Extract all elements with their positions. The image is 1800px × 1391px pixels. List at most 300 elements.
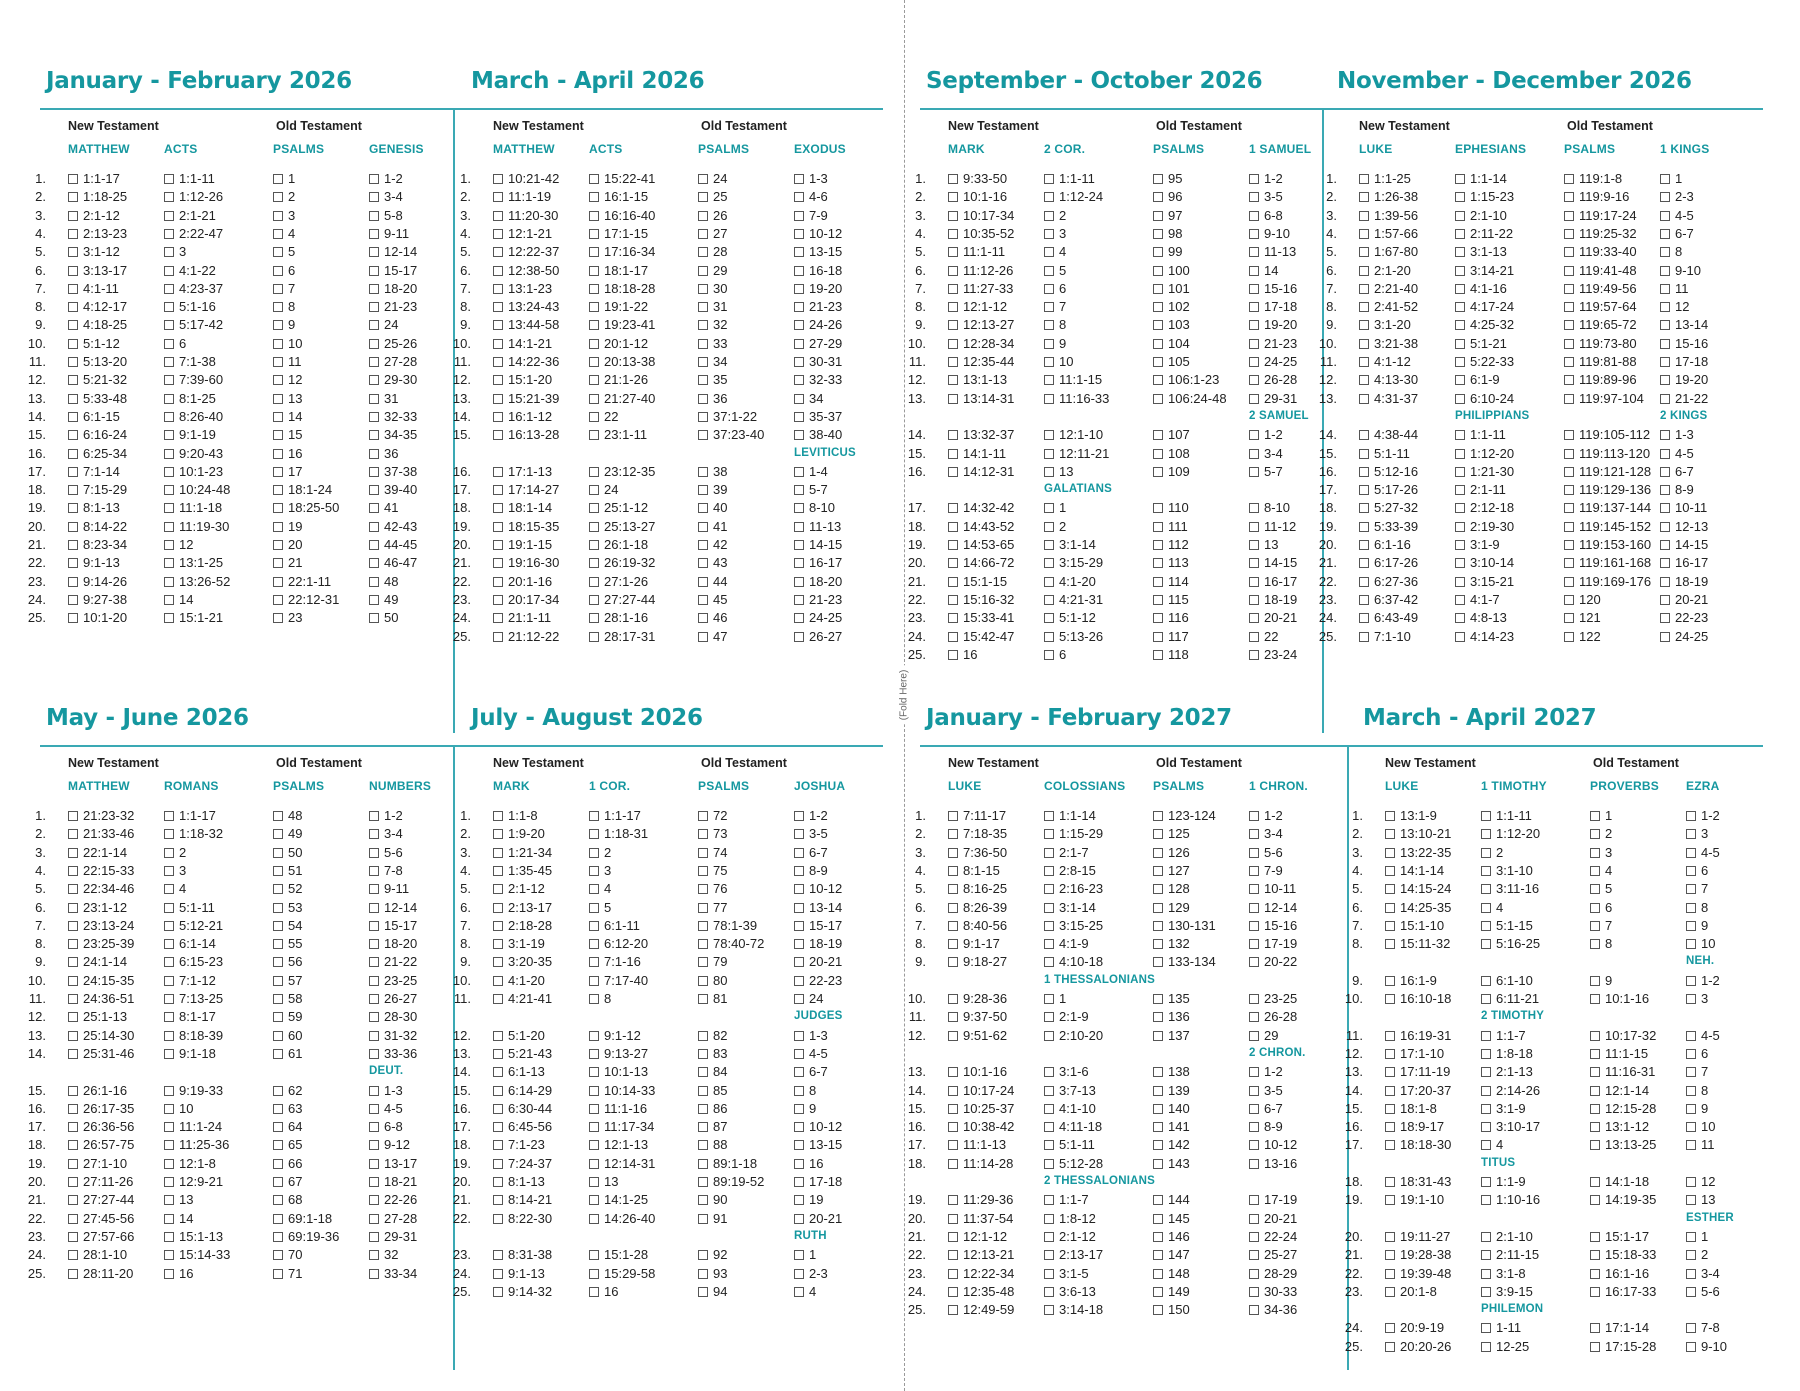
reading-item[interactable] (698, 189, 727, 205)
checkbox[interactable] (1660, 266, 1670, 276)
reading-item[interactable] (369, 171, 403, 187)
reading-item[interactable] (1590, 936, 1612, 952)
checkbox[interactable] (1455, 540, 1465, 550)
reading-item[interactable] (1044, 845, 1089, 861)
checkbox[interactable] (1660, 577, 1670, 587)
checkbox[interactable] (1044, 247, 1054, 257)
checkbox[interactable] (1153, 1232, 1163, 1242)
checkbox[interactable] (948, 375, 958, 385)
reading-item[interactable] (369, 954, 417, 970)
reading-item[interactable] (1564, 464, 1651, 480)
checkbox[interactable] (1153, 848, 1163, 858)
reading-item[interactable] (698, 1192, 727, 1208)
reading-item[interactable] (1153, 647, 1189, 663)
checkbox[interactable] (1044, 1214, 1054, 1224)
reading-item[interactable] (1249, 208, 1283, 224)
checkbox[interactable] (68, 848, 78, 858)
checkbox[interactable] (1590, 1049, 1600, 1059)
reading-item[interactable] (68, 826, 134, 842)
checkbox[interactable] (1153, 211, 1163, 221)
checkbox[interactable] (948, 994, 958, 1004)
reading-item[interactable] (68, 500, 120, 516)
reading-item[interactable] (948, 427, 1014, 443)
reading-item[interactable] (493, 1064, 545, 1080)
reading-item[interactable] (1686, 845, 1720, 861)
reading-item[interactable] (369, 226, 409, 242)
reading-item[interactable] (948, 845, 1007, 861)
checkbox[interactable] (1481, 976, 1491, 986)
reading-item[interactable] (1660, 574, 1708, 590)
reading-item[interactable] (273, 1028, 302, 1044)
reading-item[interactable] (369, 354, 417, 370)
reading-item[interactable] (1044, 354, 1073, 370)
reading-item[interactable] (698, 500, 727, 516)
checkbox[interactable] (1249, 430, 1259, 440)
reading-item[interactable] (273, 900, 302, 916)
checkbox[interactable] (1153, 1086, 1163, 1096)
reading-item[interactable] (1385, 845, 1451, 861)
checkbox[interactable] (68, 976, 78, 986)
checkbox[interactable] (273, 1031, 283, 1041)
checkbox[interactable] (1153, 558, 1163, 568)
reading-item[interactable] (68, 171, 120, 187)
checkbox[interactable] (948, 595, 958, 605)
checkbox[interactable] (164, 613, 174, 623)
reading-item[interactable] (794, 1247, 816, 1263)
checkbox[interactable] (1153, 522, 1163, 532)
reading-item[interactable] (948, 936, 1000, 952)
reading-item[interactable] (948, 354, 1014, 370)
checkbox[interactable] (493, 1250, 503, 1260)
reading-item[interactable] (68, 936, 134, 952)
reading-item[interactable] (794, 226, 842, 242)
checkbox[interactable] (794, 829, 804, 839)
reading-item[interactable] (589, 1174, 618, 1190)
checkbox[interactable] (794, 939, 804, 949)
checkbox[interactable] (1564, 632, 1574, 642)
reading-item[interactable] (948, 464, 1014, 480)
reading-item[interactable] (1455, 208, 1507, 224)
reading-item[interactable] (164, 1247, 230, 1263)
reading-item[interactable] (1044, 281, 1066, 297)
reading-item[interactable] (1249, 592, 1297, 608)
reading-item[interactable] (1359, 226, 1418, 242)
reading-item[interactable] (1359, 555, 1418, 571)
checkbox[interactable] (273, 1049, 283, 1059)
reading-item[interactable] (698, 226, 727, 242)
checkbox[interactable] (1590, 976, 1600, 986)
reading-item[interactable] (1153, 1064, 1190, 1080)
checkbox[interactable] (273, 884, 283, 894)
reading-item[interactable] (1686, 1192, 1715, 1208)
checkbox[interactable] (794, 957, 804, 967)
checkbox[interactable] (273, 1250, 283, 1260)
checkbox[interactable] (1385, 1250, 1395, 1260)
checkbox[interactable] (68, 320, 78, 330)
checkbox[interactable] (273, 1232, 283, 1242)
checkbox[interactable] (698, 412, 708, 422)
checkbox[interactable] (1249, 1104, 1259, 1114)
checkbox[interactable] (273, 829, 283, 839)
reading-item[interactable] (1153, 574, 1189, 590)
reading-item[interactable] (698, 372, 727, 388)
reading-item[interactable] (698, 336, 727, 352)
checkbox[interactable] (68, 339, 78, 349)
reading-item[interactable] (369, 464, 417, 480)
checkbox[interactable] (1564, 540, 1574, 550)
checkbox[interactable] (1590, 1195, 1600, 1205)
reading-item[interactable] (589, 1101, 647, 1117)
checkbox[interactable] (1249, 247, 1259, 257)
reading-item[interactable] (273, 1101, 302, 1117)
reading-item[interactable] (1385, 1192, 1444, 1208)
checkbox[interactable] (1564, 357, 1574, 367)
checkbox[interactable] (698, 1159, 708, 1169)
reading-item[interactable] (1044, 881, 1103, 897)
reading-item[interactable] (1153, 991, 1190, 1007)
reading-item[interactable] (1686, 1174, 1715, 1190)
reading-item[interactable] (794, 1119, 842, 1135)
checkbox[interactable] (948, 921, 958, 931)
reading-item[interactable] (589, 482, 618, 498)
checkbox[interactable] (164, 302, 174, 312)
checkbox[interactable] (68, 449, 78, 459)
reading-item[interactable] (794, 1266, 828, 1282)
checkbox[interactable] (1153, 1305, 1163, 1315)
reading-item[interactable] (1153, 1302, 1190, 1318)
reading-item[interactable] (794, 1083, 816, 1099)
checkbox[interactable] (948, 1195, 958, 1205)
reading-item[interactable] (273, 482, 332, 498)
reading-item[interactable] (698, 391, 727, 407)
checkbox[interactable] (493, 1214, 503, 1224)
reading-item[interactable] (273, 354, 302, 370)
checkbox[interactable] (164, 595, 174, 605)
checkbox[interactable] (1044, 811, 1054, 821)
checkbox[interactable] (1590, 1067, 1600, 1077)
reading-item[interactable] (1455, 171, 1507, 187)
checkbox[interactable] (948, 1067, 958, 1077)
checkbox[interactable] (1455, 284, 1465, 294)
checkbox[interactable] (1455, 211, 1465, 221)
reading-item[interactable] (273, 936, 302, 952)
checkbox[interactable] (1359, 266, 1369, 276)
checkbox[interactable] (273, 174, 283, 184)
reading-item[interactable] (1153, 808, 1216, 824)
checkbox[interactable] (273, 485, 283, 495)
reading-item[interactable] (493, 263, 559, 279)
reading-item[interactable] (1249, 500, 1290, 516)
reading-item[interactable] (1564, 537, 1651, 553)
reading-item[interactable] (68, 1266, 133, 1282)
checkbox[interactable] (1455, 595, 1465, 605)
checkbox[interactable] (1153, 503, 1163, 513)
checkbox[interactable] (369, 302, 379, 312)
checkbox[interactable] (273, 449, 283, 459)
reading-item[interactable] (369, 555, 417, 571)
checkbox[interactable] (698, 266, 708, 276)
checkbox[interactable] (68, 467, 78, 477)
reading-item[interactable] (589, 244, 655, 260)
checkbox[interactable] (1044, 229, 1054, 239)
reading-item[interactable] (273, 391, 302, 407)
reading-item[interactable] (1481, 936, 1540, 952)
reading-item[interactable] (589, 391, 655, 407)
checkbox[interactable] (1249, 540, 1259, 550)
reading-item[interactable] (493, 900, 552, 916)
reading-item[interactable] (164, 281, 223, 297)
checkbox[interactable] (589, 577, 599, 587)
checkbox[interactable] (948, 430, 958, 440)
reading-item[interactable] (948, 629, 1014, 645)
checkbox[interactable] (1590, 1122, 1600, 1132)
checkbox[interactable] (948, 449, 958, 459)
reading-item[interactable] (273, 446, 302, 462)
checkbox[interactable] (1044, 1104, 1054, 1114)
checkbox[interactable] (164, 266, 174, 276)
checkbox[interactable] (493, 848, 503, 858)
reading-item[interactable] (68, 991, 134, 1007)
checkbox[interactable] (1044, 613, 1054, 623)
checkbox[interactable] (369, 848, 379, 858)
reading-item[interactable] (1153, 427, 1190, 443)
reading-item[interactable] (1481, 1064, 1533, 1080)
checkbox[interactable] (1455, 339, 1465, 349)
checkbox[interactable] (589, 302, 599, 312)
reading-item[interactable] (948, 1211, 1013, 1227)
checkbox[interactable] (1455, 485, 1465, 495)
checkbox[interactable] (1455, 394, 1465, 404)
reading-item[interactable] (1153, 171, 1182, 187)
checkbox[interactable] (369, 211, 379, 221)
checkbox[interactable] (68, 430, 78, 440)
checkbox[interactable] (589, 939, 599, 949)
reading-item[interactable] (1044, 808, 1096, 824)
reading-item[interactable] (1686, 936, 1715, 952)
checkbox[interactable] (493, 247, 503, 257)
reading-item[interactable] (164, 372, 223, 388)
checkbox[interactable] (1564, 266, 1574, 276)
reading-item[interactable] (493, 354, 559, 370)
reading-item[interactable] (369, 808, 403, 824)
reading-item[interactable] (589, 281, 655, 297)
checkbox[interactable] (493, 1140, 503, 1150)
reading-item[interactable] (589, 354, 655, 370)
reading-item[interactable] (68, 900, 127, 916)
reading-item[interactable] (698, 973, 727, 989)
checkbox[interactable] (1590, 939, 1600, 949)
checkbox[interactable] (68, 485, 78, 495)
checkbox[interactable] (68, 1122, 78, 1132)
reading-item[interactable] (948, 808, 1006, 824)
reading-item[interactable] (589, 409, 618, 425)
checkbox[interactable] (589, 320, 599, 330)
reading-item[interactable] (1590, 1247, 1656, 1263)
checkbox[interactable] (273, 192, 283, 202)
checkbox[interactable] (1564, 174, 1574, 184)
reading-item[interactable] (1590, 1064, 1655, 1080)
reading-item[interactable] (164, 1028, 223, 1044)
reading-item[interactable] (164, 427, 216, 443)
reading-item[interactable] (1153, 629, 1189, 645)
checkbox[interactable] (369, 884, 379, 894)
reading-item[interactable] (1249, 281, 1297, 297)
checkbox[interactable] (1385, 1342, 1395, 1352)
reading-item[interactable] (493, 936, 545, 952)
checkbox[interactable] (1359, 522, 1369, 532)
reading-item[interactable] (164, 263, 216, 279)
checkbox[interactable] (68, 994, 78, 1004)
reading-item[interactable] (68, 189, 127, 205)
reading-item[interactable] (1590, 863, 1612, 879)
reading-item[interactable] (68, 1137, 134, 1153)
checkbox[interactable] (68, 247, 78, 257)
reading-item[interactable] (948, 610, 1014, 626)
checkbox[interactable] (1385, 848, 1395, 858)
checkbox[interactable] (1044, 1086, 1054, 1096)
checkbox[interactable] (273, 1269, 283, 1279)
checkbox[interactable] (68, 884, 78, 894)
reading-item[interactable] (273, 1083, 302, 1099)
checkbox[interactable] (1249, 375, 1259, 385)
checkbox[interactable] (164, 211, 174, 221)
checkbox[interactable] (273, 412, 283, 422)
checkbox[interactable] (273, 302, 283, 312)
reading-item[interactable] (589, 954, 641, 970)
checkbox[interactable] (68, 1086, 78, 1096)
checkbox[interactable] (1153, 884, 1163, 894)
reading-item[interactable] (164, 354, 216, 370)
reading-item[interactable] (1385, 1320, 1444, 1336)
reading-item[interactable] (1249, 1083, 1283, 1099)
reading-item[interactable] (1359, 519, 1418, 535)
checkbox[interactable] (1481, 1104, 1491, 1114)
reading-item[interactable] (794, 171, 828, 187)
reading-item[interactable] (948, 1266, 1014, 1282)
reading-item[interactable] (1044, 446, 1109, 462)
reading-item[interactable] (1564, 427, 1650, 443)
reading-item[interactable] (1660, 427, 1694, 443)
reading-item[interactable] (698, 629, 727, 645)
checkbox[interactable] (164, 1159, 174, 1169)
reading-item[interactable] (1249, 446, 1283, 462)
reading-item[interactable] (1359, 482, 1418, 498)
reading-item[interactable] (273, 372, 302, 388)
checkbox[interactable] (948, 866, 958, 876)
checkbox[interactable] (1359, 632, 1369, 642)
reading-item[interactable] (1385, 826, 1451, 842)
checkbox[interactable] (369, 595, 379, 605)
checkbox[interactable] (164, 1232, 174, 1242)
checkbox[interactable] (1481, 866, 1491, 876)
reading-item[interactable] (948, 881, 1007, 897)
reading-item[interactable] (1153, 1229, 1190, 1245)
checkbox[interactable] (369, 192, 379, 202)
reading-item[interactable] (1564, 555, 1651, 571)
reading-item[interactable] (1660, 391, 1708, 407)
checkbox[interactable] (698, 1086, 708, 1096)
reading-item[interactable] (493, 845, 552, 861)
reading-item[interactable] (589, 555, 655, 571)
reading-item[interactable] (1153, 281, 1190, 297)
checkbox[interactable] (273, 1086, 283, 1096)
checkbox[interactable] (493, 211, 503, 221)
reading-item[interactable] (1660, 226, 1694, 242)
reading-item[interactable] (1385, 1046, 1444, 1062)
reading-item[interactable] (68, 954, 127, 970)
reading-item[interactable] (1044, 1064, 1089, 1080)
checkbox[interactable] (698, 1195, 708, 1205)
reading-item[interactable] (369, 317, 398, 333)
checkbox[interactable] (164, 1214, 174, 1224)
reading-item[interactable] (1249, 991, 1297, 1007)
reading-item[interactable] (493, 427, 559, 443)
checkbox[interactable] (1153, 650, 1163, 660)
checkbox[interactable] (1153, 540, 1163, 550)
reading-item[interactable] (68, 808, 134, 824)
reading-item[interactable] (589, 881, 611, 897)
reading-item[interactable] (1249, 299, 1297, 315)
checkbox[interactable] (1044, 1269, 1054, 1279)
checkbox[interactable] (273, 595, 283, 605)
reading-item[interactable] (1686, 900, 1708, 916)
reading-item[interactable] (1385, 1284, 1437, 1300)
reading-item[interactable] (369, 1083, 403, 1099)
checkbox[interactable] (948, 339, 958, 349)
reading-item[interactable] (1153, 592, 1189, 608)
checkbox[interactable] (589, 957, 599, 967)
checkbox[interactable] (794, 485, 804, 495)
checkbox[interactable] (68, 829, 78, 839)
reading-item[interactable] (68, 881, 134, 897)
checkbox[interactable] (273, 522, 283, 532)
checkbox[interactable] (369, 577, 379, 587)
checkbox[interactable] (1044, 1140, 1054, 1150)
checkbox[interactable] (794, 1177, 804, 1187)
checkbox[interactable] (589, 921, 599, 931)
checkbox[interactable] (589, 266, 599, 276)
reading-item[interactable] (493, 1119, 552, 1135)
reading-item[interactable] (164, 1119, 222, 1135)
reading-item[interactable] (1153, 900, 1190, 916)
checkbox[interactable] (1044, 357, 1054, 367)
checkbox[interactable] (794, 848, 804, 858)
reading-item[interactable] (369, 1266, 417, 1282)
checkbox[interactable] (164, 1250, 174, 1260)
checkbox[interactable] (493, 939, 503, 949)
reading-item[interactable] (1249, 574, 1297, 590)
checkbox[interactable] (1481, 1269, 1491, 1279)
checkbox[interactable] (1686, 939, 1696, 949)
checkbox[interactable] (589, 811, 599, 821)
checkbox[interactable] (589, 485, 599, 495)
reading-item[interactable] (1660, 372, 1708, 388)
reading-item[interactable] (369, 372, 417, 388)
reading-item[interactable] (1359, 244, 1418, 260)
reading-item[interactable] (369, 482, 417, 498)
reading-item[interactable] (164, 1101, 193, 1117)
checkbox[interactable] (1359, 467, 1369, 477)
checkbox[interactable] (164, 247, 174, 257)
checkbox[interactable] (948, 211, 958, 221)
checkbox[interactable] (698, 884, 708, 894)
checkbox[interactable] (493, 632, 503, 642)
reading-item[interactable] (369, 500, 398, 516)
checkbox[interactable] (1455, 430, 1465, 440)
reading-item[interactable] (1359, 281, 1418, 297)
reading-item[interactable] (589, 427, 647, 443)
reading-item[interactable] (1686, 1137, 1715, 1153)
